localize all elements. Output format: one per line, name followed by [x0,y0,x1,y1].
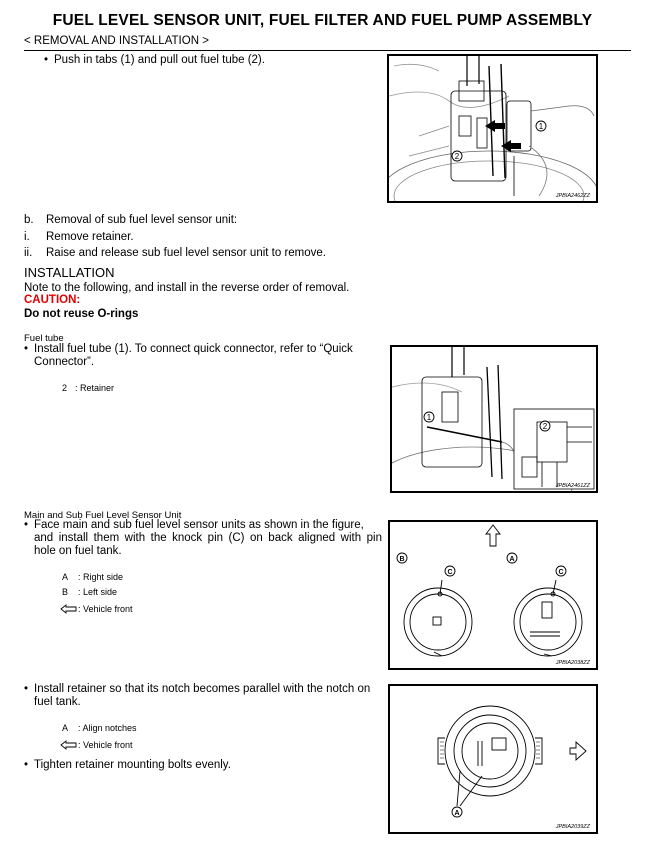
label-c: C [447,569,453,576]
arrow-left-icon [60,740,78,750]
step-ii: ii. Raise and release sub fuel level sensor unit to remove. [24,247,326,259]
legend-align-notches: A : Align notches [62,723,137,733]
arrow-right-icon [570,742,586,760]
retainer-alignment-illustration [390,686,596,832]
arrow-left-icon [60,604,78,614]
figure-retainer-alignment [388,684,598,834]
legend-right-side: A : Right side [62,572,124,582]
step-i: i. Remove retainer. [24,231,134,243]
page-title: FUEL LEVEL SENSOR UNIT, FUEL FILTER AND FUEL PUMP ASSEMBLY [52,12,593,29]
label-a: A [509,556,515,563]
label-c: C [558,569,564,576]
sensor-unit-instruction-cont2: hole on fuel tank. [34,545,122,557]
bullet: • [44,54,49,66]
callout-1: 1 [426,413,432,422]
figure-fuel-tube-install [390,345,598,493]
callout-2: 2 [454,152,460,161]
installation-note: Note to the following, and install in the reverse order of removal. [24,282,350,294]
figure-fuel-tube-removal [387,54,598,203]
label-a: A [454,810,460,817]
arrow-up-icon [486,525,500,546]
sensor-unit-instruction: • Face main and sub fuel level sensor units as shown in the figure, [24,519,364,531]
bullet: • [24,683,29,695]
fuel-tube-instruction-cont: Connector”. [34,356,95,368]
fuel-tube-install-illustration [392,347,596,491]
sensor-unit-instruction-cont: and install them with the knock pin (C) on back aligned with pin [34,532,382,544]
header-divider [24,50,631,51]
legend-vehicle-front-2: : Vehicle front [60,739,78,750]
legend-vehicle-front: : Vehicle front [60,603,78,614]
step-b: b. Removal of sub fuel level sensor unit: [24,214,238,226]
instruction-push-tabs: • Push in tabs (1) and pull out fuel tube (2). [44,54,265,66]
label-b: B [399,556,405,563]
fuel-tube-instruction: • Install fuel tube (1). To connect quick connector, refer to “Quick [24,343,353,355]
legend-retainer: 2 : Retainer [62,383,115,393]
figure-code: JPBIA2038ZZ [555,660,590,666]
figure-code: JPBIA2461ZZ [555,483,590,489]
section-subtitle: < REMOVAL AND INSTALLATION > [24,35,209,47]
callout-2: 2 [542,422,548,431]
bullet: • [24,519,29,531]
arrow-icon [485,120,505,132]
figure-code: JPBIA2462ZZ [555,193,590,199]
caution-text: Do not reuse O-rings [24,308,139,320]
sensor-unit-label: Main and Sub Fuel Level Sensor Unit [24,510,182,521]
fuel-pump-illustration [389,56,596,201]
retainer-instruction: • Install retainer so that its notch becomes parallel with the notch on [24,683,371,695]
figure-code: JPBIA2039ZZ [555,824,590,830]
callout-1: 1 [538,122,544,131]
caution-label: CAUTION: [24,294,81,306]
installation-heading: INSTALLATION [24,265,115,280]
figure-sensor-orientation [388,520,598,670]
sensor-orientation-illustration [390,522,596,668]
fuel-tube-label: Fuel tube [24,333,64,344]
retainer-instruction-cont: fuel tank. [34,696,81,708]
legend-left-side: B : Left side [62,587,118,597]
tighten-instruction: • Tighten retainer mounting bolts evenly. [24,759,231,771]
bullet: • [24,759,29,771]
bullet: • [24,343,29,355]
